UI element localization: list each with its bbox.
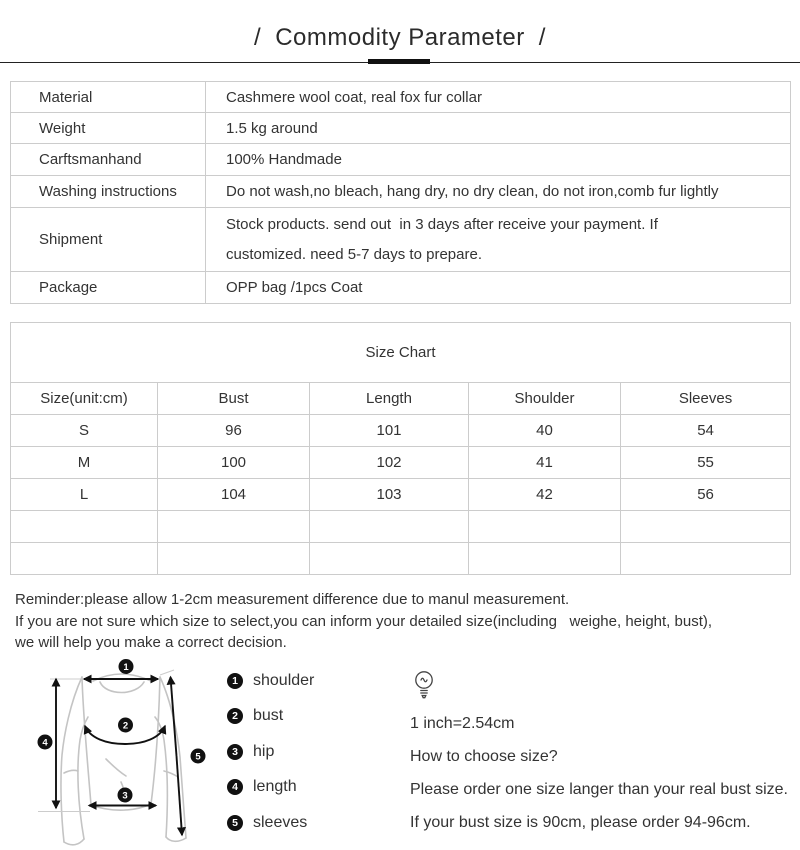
tip-bust-example: If your bust size is 90cm, please order 94-96cm. xyxy=(410,814,751,831)
legend-label: bust xyxy=(253,707,284,724)
cell: 42 xyxy=(469,479,621,511)
spec-label: Material xyxy=(11,82,206,113)
number-badge: 3 xyxy=(227,744,243,760)
spec-value-line2: customized. need 5-7 days to prepare. xyxy=(226,245,482,263)
page-title xyxy=(0,24,800,52)
title-slash-left: / xyxy=(254,24,262,51)
legend-label: hip xyxy=(253,742,275,760)
spec-value: 100% Handmade xyxy=(206,144,791,176)
legend-label: sleeves xyxy=(253,813,308,831)
spec-label: Weight xyxy=(11,113,206,144)
number-badge: 5 xyxy=(227,815,243,831)
column-header-length: Length xyxy=(310,383,469,415)
legend-label: length xyxy=(253,778,297,795)
spec-value: Do not wash,no bleach, hang dry, no dry clean, do not iron,comb fur lightly xyxy=(206,176,791,208)
legend-label: shoulder xyxy=(253,671,315,689)
sweater-sketch xyxy=(61,674,186,845)
spec-value: 1.5 kg around xyxy=(206,113,791,144)
legend-item-shoulder xyxy=(227,672,314,689)
size-chart-table xyxy=(10,322,791,575)
cell xyxy=(310,543,469,575)
cell xyxy=(310,511,469,543)
number-badge: 4 xyxy=(227,779,243,795)
measurement-legend xyxy=(227,672,314,850)
cell xyxy=(158,511,310,543)
spec-row-package xyxy=(11,272,791,304)
badge-5-number: 5 xyxy=(195,751,201,763)
title-underline-accent xyxy=(368,59,430,64)
column-header-sleeves: Sleeves xyxy=(621,383,791,415)
spec-label: Carftsmanhand xyxy=(11,144,206,176)
cell: 40 xyxy=(469,415,621,447)
legend-item-hip xyxy=(227,743,314,760)
cell: 96 xyxy=(158,415,310,447)
number-badge: 1 xyxy=(227,673,243,689)
tip-how-to-choose: How to choose size? xyxy=(410,748,558,765)
legend-item-sleeves xyxy=(227,814,314,831)
spec-value: Cashmere wool coat, real fox fur collar xyxy=(206,82,791,113)
cell xyxy=(11,543,158,575)
badge-4-number: 4 xyxy=(42,737,48,749)
cell: 56 xyxy=(621,479,791,511)
legend-item-length xyxy=(227,779,314,796)
size-chart-title: Size Chart xyxy=(11,323,791,383)
title-slash-right: / xyxy=(538,24,546,51)
size-row-l xyxy=(11,479,791,511)
size-row-empty xyxy=(11,543,791,575)
cell: 41 xyxy=(469,447,621,479)
spec-value xyxy=(206,208,791,272)
spec-row-craftsmanship xyxy=(11,144,791,176)
cell xyxy=(469,511,621,543)
cell: 55 xyxy=(621,447,791,479)
light-bulb-icon xyxy=(412,670,436,702)
spec-row-washing xyxy=(11,176,791,208)
size-row-s xyxy=(11,415,791,447)
badge-1-number: 1 xyxy=(123,662,129,673)
reminder-line1: Reminder:please allow 1-2cm measurement difference due to manul measurement. xyxy=(15,591,570,608)
cell: 103 xyxy=(310,479,469,511)
spec-value: OPP bag /1pcs Coat xyxy=(206,272,791,304)
cell xyxy=(469,543,621,575)
column-header-shoulder: Shoulder xyxy=(469,383,621,415)
cell: M xyxy=(11,447,158,479)
spec-label: Shipment xyxy=(11,208,206,272)
cell: 101 xyxy=(310,415,469,447)
cell xyxy=(158,543,310,575)
cell: S xyxy=(11,415,158,447)
cell: L xyxy=(11,479,158,511)
spec-row-shipment xyxy=(11,208,791,272)
tip-inch-conversion: 1 inch=2.54cm xyxy=(410,715,515,732)
cell xyxy=(11,511,158,543)
cell: 100 xyxy=(158,447,310,479)
size-row-m xyxy=(11,447,791,479)
number-badge: 2 xyxy=(227,708,243,724)
spec-row-weight xyxy=(11,113,791,144)
spec-row-material xyxy=(11,82,791,113)
reminder-line2: If you are not sure which size to select,you can inform your detailed size(including weighe, height, bust), xyxy=(15,612,713,630)
column-header-bust: Bust xyxy=(158,383,310,415)
sleeve-arrow xyxy=(171,677,177,756)
spec-table xyxy=(10,81,791,304)
tip-order-larger: Please order one size langer than your real bust size. xyxy=(410,781,788,798)
badge-2-number: 2 xyxy=(122,720,129,732)
spec-label: Package xyxy=(11,272,206,304)
cell: 102 xyxy=(310,447,469,479)
reminder-text xyxy=(15,589,712,654)
legend-item-bust xyxy=(227,708,314,725)
size-tips xyxy=(410,670,790,846)
spec-value-line1: Stock products. send out in 3 days after receive your payment. If xyxy=(226,215,658,233)
size-chart-title-row xyxy=(11,323,791,383)
spec-label: Washing instructions xyxy=(11,176,206,208)
cell xyxy=(621,543,791,575)
cell xyxy=(621,511,791,543)
reminder-line3: we will help you make a correct decision. xyxy=(15,634,287,651)
column-header-size: Size(unit:cm) xyxy=(11,383,158,415)
cell: 104 xyxy=(158,479,310,511)
size-chart-header-row xyxy=(11,383,791,415)
size-row-empty xyxy=(11,511,791,543)
page-title-text: Commodity Parameter xyxy=(275,24,525,51)
cell: 54 xyxy=(621,415,791,447)
garment-measurement-diagram xyxy=(18,655,223,850)
badge-3-number: 3 xyxy=(122,790,128,802)
diagram-badges xyxy=(38,659,206,803)
